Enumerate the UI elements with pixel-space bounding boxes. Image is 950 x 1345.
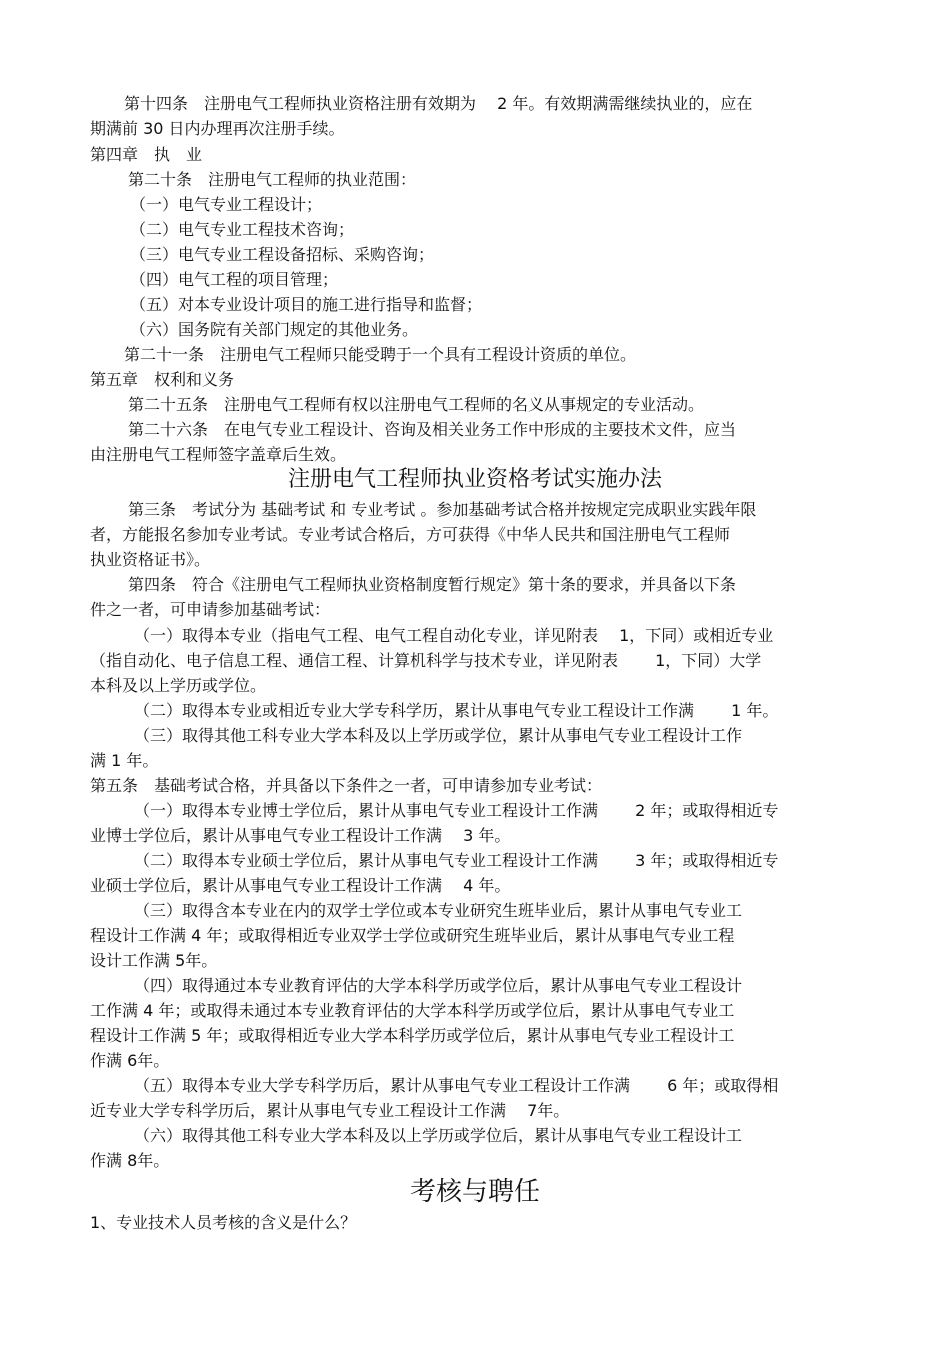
paragraph-line: 第五条 基础考试合格，并具备以下条件之一者，可申请参加专业考试： <box>90 776 603 795</box>
section-title: 考核与聘任 <box>409 1177 540 1207</box>
section-title: 注册电气工程师执业资格考试实施办法 <box>287 467 662 492</box>
chapter-heading: 第四章 执 业 <box>90 145 203 164</box>
paragraph-line: （二）取得本专业或相近专业大学专科学历，累计从事电气专业工程设计工作满 1 年。 <box>134 701 779 720</box>
paragraph-line: （三）取得含本专业在内的双学士学位或本专业研究生班毕业后，累计从事电气专业工 <box>134 901 743 920</box>
paragraph-line: （六）取得其他工科专业大学本科及以上学历或学位后，累计从事电气专业工程设计工 <box>134 1126 743 1145</box>
chapter-heading: 第五章 权利和义务 <box>90 370 235 389</box>
paragraph-line: 程设计工作满 5 年；或取得相近专业大学本科学历或学位后，累计从事电气专业工程设计工 <box>90 1026 735 1045</box>
paragraph-line: 设计工作满 5年。 <box>90 951 218 970</box>
list-item: （四）电气工程的项目管理； <box>130 270 339 289</box>
list-item: （六）国务院有关部门规定的其他业务。 <box>130 320 419 339</box>
paragraph-line: 近专业大学专科学历后，累计从事电气专业工程设计工作满 7年。 <box>90 1101 570 1120</box>
paragraph-line: （三）取得其他工科专业大学本科及以上学历或学位，累计从事电气专业工程设计工作 <box>134 726 743 745</box>
paragraph-line: 第三条 考试分为 基础考试 和 专业考试 。参加基础考试合格并按规定完成职业实践年限 <box>128 500 757 519</box>
paragraph-line: 件之一者，可申请参加基础考试： <box>90 600 331 619</box>
paragraph-line: 业博士学位后，累计从事电气专业工程设计工作满 3 年。 <box>90 826 511 845</box>
paragraph-line: （四）取得通过本专业教育评估的大学本科学历或学位后，累计从事电气专业工程设计 <box>134 976 743 995</box>
paragraph-line: （二）取得本专业硕士学位后，累计从事电气专业工程设计工作满 3 年；或取得相近专 <box>134 851 779 870</box>
paragraph-line: 工作满 4 年；或取得未通过本专业教育评估的大学本科学历或学位后，累计从事电气专业工 <box>90 1001 735 1020</box>
paragraph-line: 程设计工作满 4 年；或取得相近专业双学士学位或研究生班毕业后，累计从事电气专业工程 <box>90 926 735 945</box>
question-line: 1、专业技术人员考核的含义是什么？ <box>90 1213 357 1232</box>
paragraph-line: 期满前 30 日内办理再次注册手续。 <box>90 119 345 138</box>
paragraph-line: 执业资格证书》。 <box>90 550 211 569</box>
paragraph-line: 第二十条 注册电气工程师的执业范围： <box>128 170 417 189</box>
paragraph-line: （一）取得本专业（指电气工程、电气工程自动化专业，详见附表 1，下同）或相近专业 <box>134 626 774 645</box>
paragraph-line: 作满 8年。 <box>90 1151 170 1170</box>
paragraph-line: （指自动化、电子信息工程、通信工程、计算机科学与技术专业，详见附表 1，下同）大学 <box>90 651 762 670</box>
paragraph-line: 作满 6年。 <box>90 1051 170 1070</box>
paragraph-line: 第四条 符合《注册电气工程师执业资格制度暂行规定》第十条的要求，并具备以下条 <box>128 575 737 594</box>
paragraph-line: 满 1 年。 <box>90 751 159 770</box>
paragraph-line: （一）取得本专业博士学位后，累计从事电气专业工程设计工作满 2 年；或取得相近专 <box>134 801 779 820</box>
paragraph-line: （五）取得本专业大学专科学历后，累计从事电气专业工程设计工作满 6 年；或取得相 <box>134 1076 779 1095</box>
paragraph-line: 第十四条 注册电气工程师执业资格注册有效期为 2 年。有效期满需继续执业的，应在 <box>124 94 753 113</box>
list-item: （五）对本专业设计项目的施工进行指导和监督； <box>130 295 483 314</box>
paragraph-line: 第二十一条 注册电气工程师只能受聘于一个具有工程设计资质的单位。 <box>124 345 637 364</box>
list-item: （三）电气专业工程设备招标、采购咨询； <box>130 245 435 264</box>
paragraph-line: 者，方能报名参加专业考试。专业考试合格后，方可获得《中华人民共和国注册电气工程师 <box>90 525 731 544</box>
paragraph-line: 业硕士学位后，累计从事电气专业工程设计工作满 4 年。 <box>90 876 511 895</box>
paragraph-line: 第二十五条 注册电气工程师有权以注册电气工程师的名义从事规定的专业活动。 <box>128 395 705 414</box>
list-item: （二）电气专业工程技术咨询； <box>130 220 355 239</box>
paragraph-line: 本科及以上学历或学位。 <box>90 676 267 695</box>
list-item: （一）电气专业工程设计； <box>130 195 323 214</box>
paragraph-line: 第二十六条 在电气专业工程设计、咨询及相关业务工作中形成的主要技术文件，应当 <box>128 420 737 439</box>
paragraph-line: 由注册电气工程师签字盖章后生效。 <box>90 445 347 464</box>
